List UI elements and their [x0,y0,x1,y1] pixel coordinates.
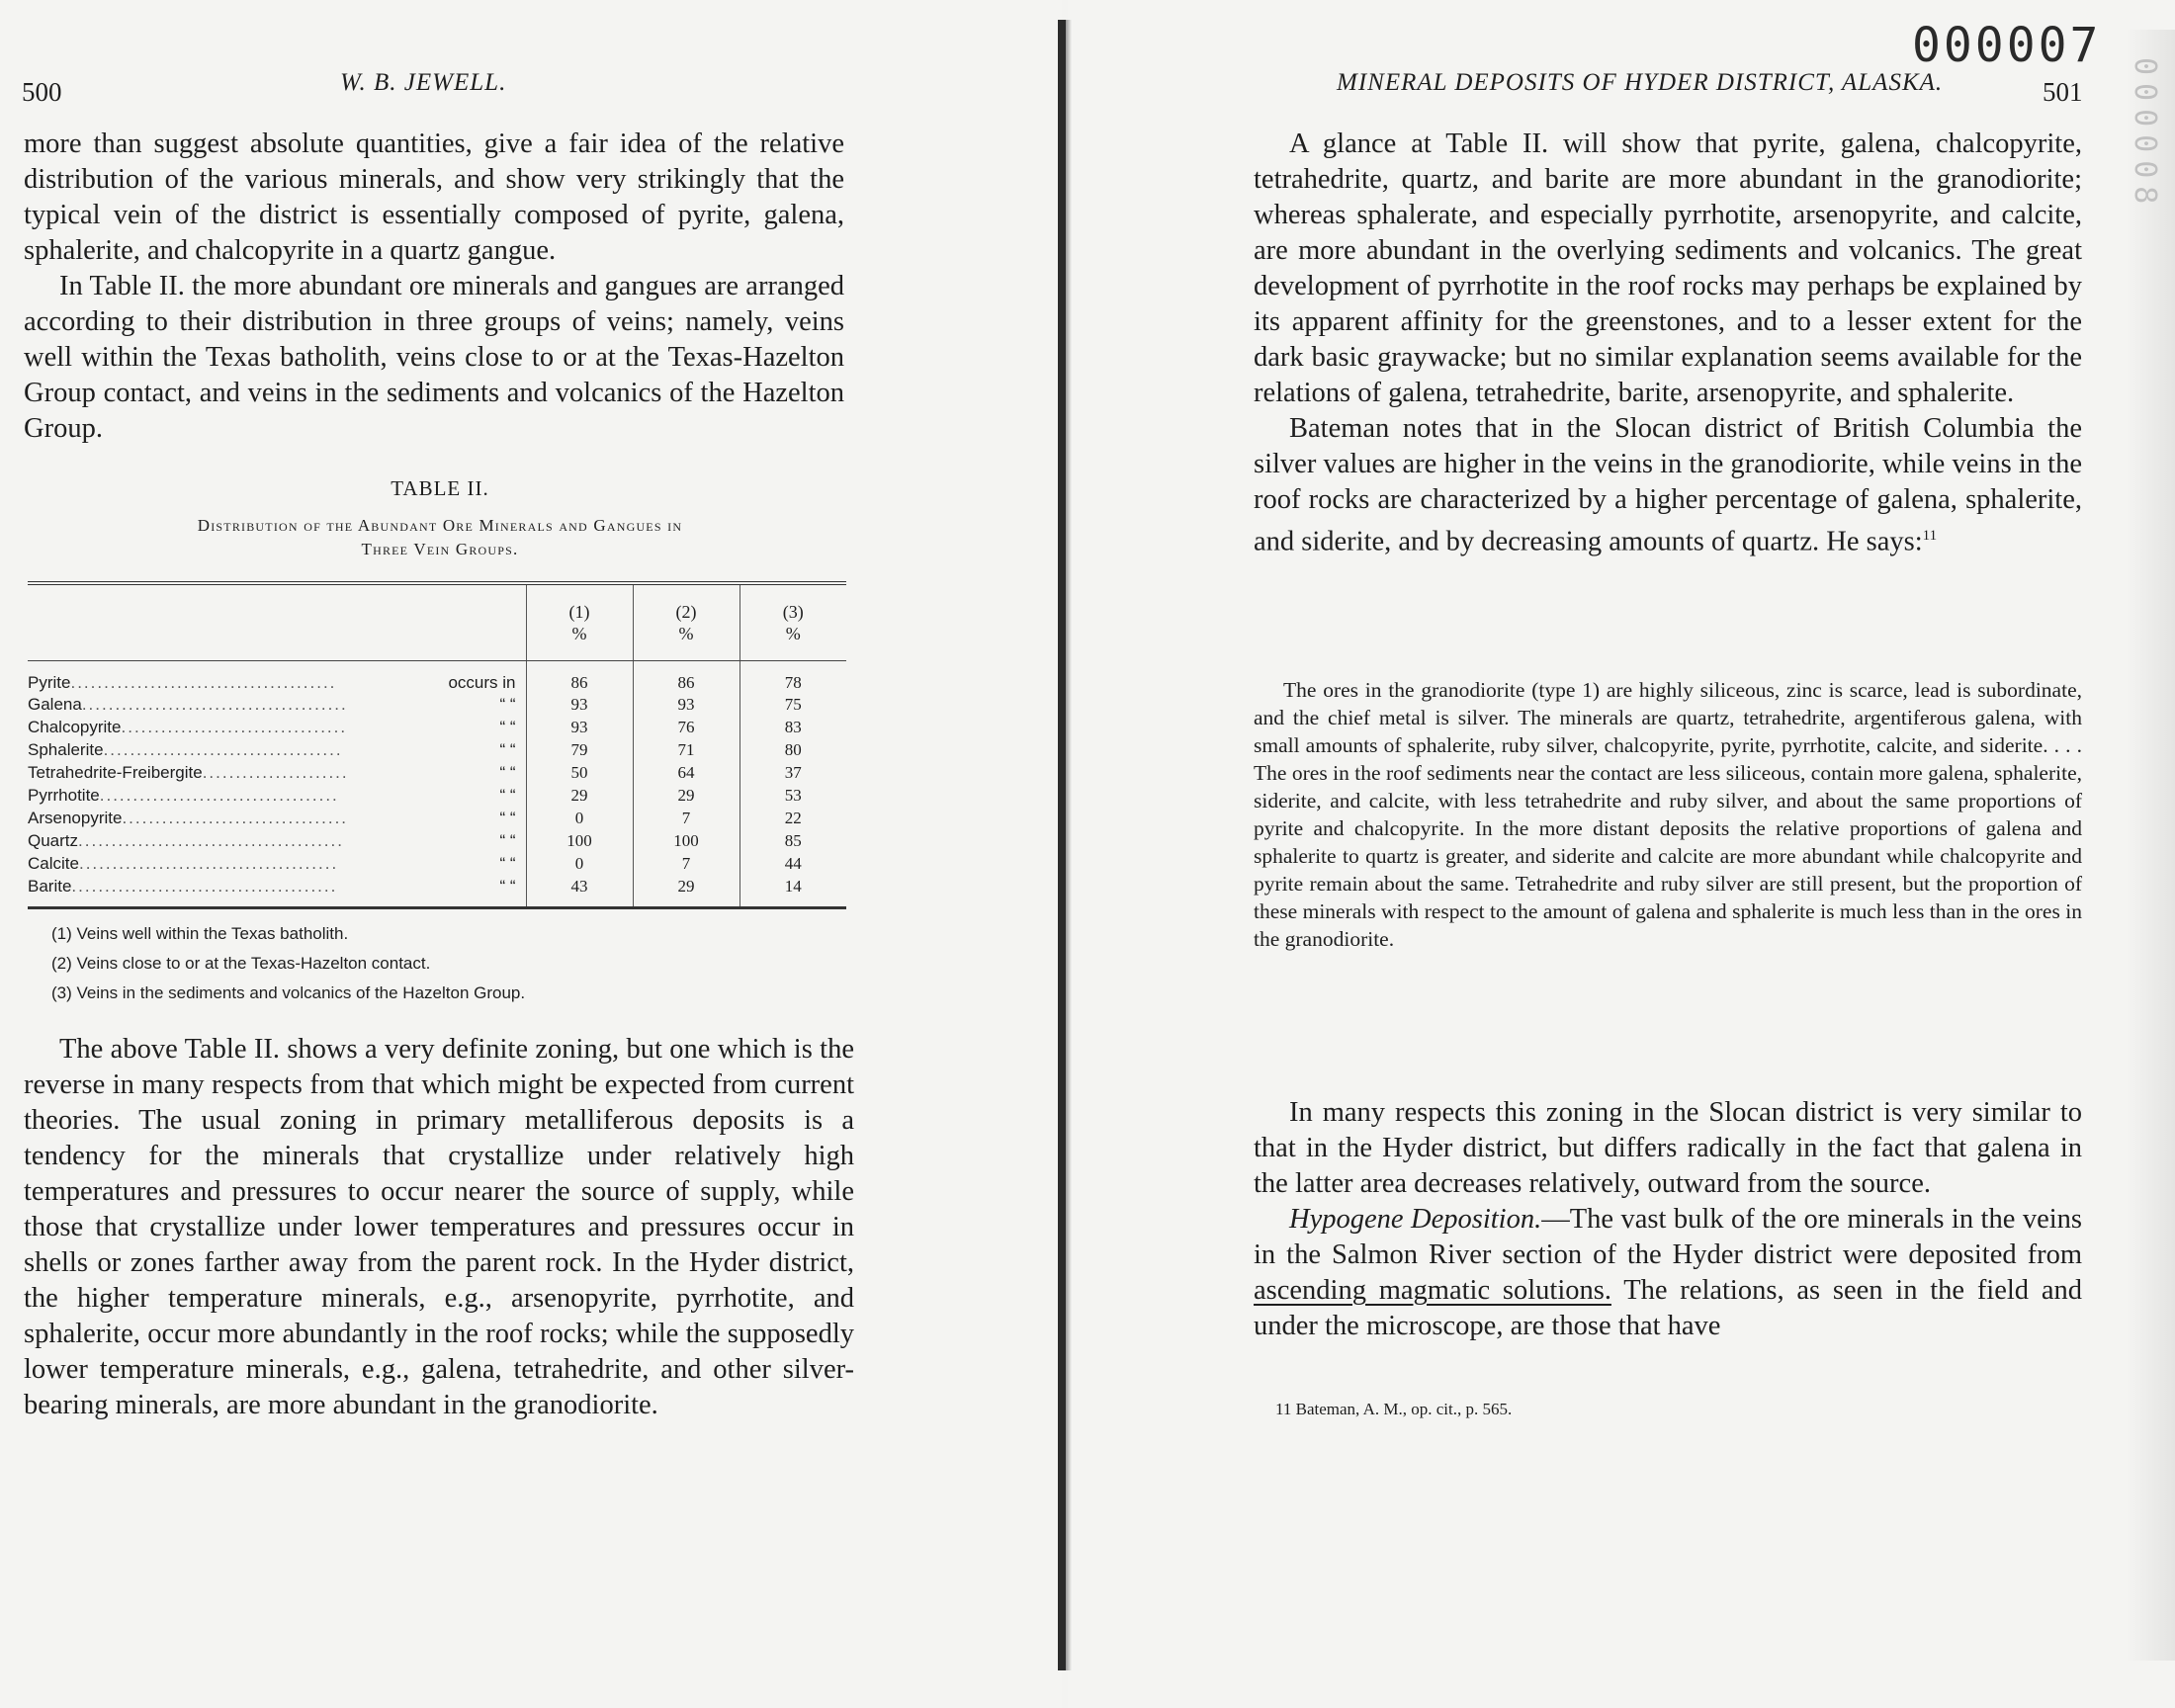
table-header-blank-2 [417,583,526,660]
page-edge [2126,30,2175,1661]
value-group-1: 0 [526,853,633,876]
table-caption [30,514,850,561]
value-group-2: 7 [633,808,740,830]
dot-leader: .................................... [99,786,339,805]
value-group-2: 29 [633,785,740,808]
value-group-2: 71 [633,739,740,762]
table-header-row [28,583,846,660]
table-row [28,739,846,762]
occurs-in-label: “ “ [499,695,516,714]
occurs-in-label: “ “ [499,831,516,850]
footnote-ref: 11 [1922,528,1938,544]
value-group-3: 78 [740,660,846,694]
value-group-3: 53 [740,785,846,808]
column-header-2: (2) % [633,583,740,660]
value-group-1: 43 [526,876,633,908]
value-group-1: 29 [526,785,633,808]
column-header-3: (3) % [740,583,846,660]
page-number-left: 500 [22,77,62,107]
table-body [28,660,846,907]
value-group-2: 100 [633,830,740,853]
occurs-in-label: “ “ [499,809,516,827]
value-group-1: 86 [526,660,633,694]
page-stamp: 000007 [1912,18,2102,73]
mineral-name: Pyrite........................................ [28,672,337,692]
occurs-in-label: “ “ [499,763,516,782]
table-row [28,808,846,830]
footnote: 11 Bateman, A. M., op. cit., p. 565. [1275,1400,1513,1418]
dot-leader: .................................. [121,718,348,736]
paragraph-glance: A glance at Table II. will show that pyrite, galena, chalcopyrite, tetrahedrite, quartz, and barite are more abundant in the granodiorite; whereas sphalerate, and especially pyrrhotite, arsenopyrite, and calcite, are more abundant in the overlying sediments and volcanics. The great development of pyrrhotite in the roof rocks may perhaps be explained by its apparent affinity for the greenstones, and to a lesser extent for the dark basic graywacke; but no similar explanation seems available for the relations of galena, tetrahedrite, barite, arsenopyrite, and sphalerite. [1254,128,2082,408]
mineral-name: Calcite....................................... [28,854,339,873]
dot-leader: ........................................ [78,831,344,850]
paragraph-hypogene: Hypogene Deposition.—The vast bulk of the ore minerals in the veins in the Salmon River section of the Hyder district were deposited from ascending magmatic solutions. The relations, as seen in the field and under the microscope, are those that have [1254,1204,2082,1341]
running-head-right: MINERAL DEPOSITS OF HYDER DISTRICT, ALASKA. [1337,69,1944,96]
page-number-right: 501 [2043,77,2083,107]
value-group-3: 22 [740,808,846,830]
occurs-in-label: “ “ [499,854,516,873]
right-body-bottom [1254,1095,2082,1344]
value-group-3: 14 [740,876,846,908]
paragraph-zoning: The above Table II. shows a very definite zoning, but one which is the reverse in many respects from that which might be expected from current theories. The usual zoning in primary metalliferous deposits is a tendency for the minerals that crystallize under relatively high temperatures and pressures to occur nearer the source of supply, while those that crystallize under lower temperatures and pressures occur in shells or zones farther away from the parent rock. In the Hyder district, the higher temperature minerals, e.g., arsenopyrite, pyrrhotite, and sphalerite, occur more abundantly in the roof rocks; while the supposedly lower temperature minerals, e.g., galena, tetrahedrite, and other silver-bearing minerals, are more abundant in the granodiorite. [24,1034,854,1420]
table-caption-line-1: Distribution of the Abundant Ore Minerals and Gangues in [197,516,683,535]
table-row [28,694,846,717]
dot-leader: ...................... [202,763,349,782]
mineral-name: Pyrrhotite.................................... [28,786,339,805]
table-row [28,830,846,853]
value-group-1: 50 [526,762,633,785]
value-group-1: 0 [526,808,633,830]
occurs-in-label: occurs in [448,672,516,692]
table-row [28,717,846,739]
value-group-3: 44 [740,853,846,876]
right-body-top [1254,127,2082,560]
value-group-3: 85 [740,830,846,853]
table-note-2: (2) Veins close to or at the Texas-Hazelton contact. [51,954,431,973]
occurs-in-label: “ “ [499,718,516,736]
page-gutter [1058,20,1066,1670]
dot-leader: .................................. [122,809,349,827]
quote-text: The ores in the granodiorite (type 1) are highly siliceous, zinc is scarce, lead is subordinate, and the chief metal is silver. The minerals are quartz, tetrahedrite, argentiferous galena, with small amounts of sphalerite, ruby silver, chalcopyrite, pyrite, pyrrhotite, calcite, and siderite. . . . The ores in the roof sediments near the contact are less siliceous, contain more galena, sphalerite, siderite, and calcite, with less tetrahedrite and ruby silver, and about the same proportions of pyrite and chalcopyrite. In the more distant deposits the relative proportions of galena and sphalerite to quartz is greater, and siderite and calcite are more abundant while chalcopyrite and pyrite remain about the same. Tetrahedrite and ruby silver are still present, but the proportion of these minerals with respect to the amount of galena and sphalerite is much less than in the ores in the granodiorite. [1254,678,2082,951]
mineral-name: Quartz........................................ [28,831,344,850]
gutter-shadow [1066,20,1072,1670]
value-group-1: 93 [526,717,633,739]
table-row [28,762,846,785]
occurs-in-label: “ “ [499,740,516,759]
dot-leader: ........................................ [70,672,337,692]
value-group-2: 86 [633,660,740,694]
table-note-3: (3) Veins in the sediments and volcanics of the Hazelton Group. [51,983,526,1002]
value-group-3: 83 [740,717,846,739]
dot-leader: ........................................ [71,876,338,896]
occurs-in-label: “ “ [499,786,516,805]
mineral-name: Arsenopyrite.................................. [28,809,349,827]
paragraph-slocan: In many respects this zoning in the Slocan district is very similar to that in the Hyder district, but differs radically in the fact that galena in the latter area decreases relatively, outward from the source. [1254,1097,2082,1199]
mineral-name: Galena........................................ [28,695,348,714]
page-stamp-vertical: 000008 [2128,57,2162,213]
left-body-bottom [24,1032,854,1423]
value-group-2: 93 [633,694,740,717]
table-header-blank [28,583,417,660]
distribution-table [28,581,846,909]
value-group-2: 76 [633,717,740,739]
mineral-name: Chalcopyrite.................................. [28,718,348,736]
bateman-quote [1254,676,2082,953]
paragraph-bateman: Bateman notes that in the Slocan district of British Columbia the silver values are higher in the veins in the granodiorite, while veins in the roof rocks are characterized by a higher percentage of galena, sphalerite, and siderite, and by decreasing amounts of quartz. He says:$^{11}$ [1254,413,2082,557]
table-note-1: (1) Veins well within the Texas batholith. [51,924,349,943]
running-head-left: W. B. JEWELL. [340,69,507,96]
value-group-2: 64 [633,762,740,785]
table-row [28,785,846,808]
table-title: TABLE II. [391,476,489,500]
hypogene-heading: Hypogene Deposition. [1289,1204,1542,1235]
value-group-2: 7 [633,853,740,876]
left-body-top [24,127,844,447]
value-group-3: 80 [740,739,846,762]
dot-leader: ....................................... [78,854,339,873]
table-notes [51,919,525,1008]
table-row [28,660,846,694]
mineral-name: Sphalerite.................................... [28,740,343,759]
dot-leader: ........................................ [81,695,348,714]
table-row [28,876,846,908]
paragraph-table-intro: In Table II. the more abundant ore minerals and gangues are arranged according to their distribution in three groups of veins; namely, veins well within the Texas batholith, veins close to or at the Texas-Hazelton Group contact, and veins in the sediments and volcanics of the Hazelton Group. [24,271,844,444]
value-group-1: 79 [526,739,633,762]
value-group-3: 37 [740,762,846,785]
column-header-1: (1) % [526,583,633,660]
mineral-name: Barite........................................ [28,876,417,908]
value-group-2: 29 [633,876,740,908]
value-group-1: 100 [526,830,633,853]
value-group-1: 93 [526,694,633,717]
occurs-in-label: “ “ [417,876,526,908]
dot-leader: .................................... [103,740,343,759]
table-caption-line-2: Three Vein Groups. [361,540,519,558]
table-row [28,853,846,876]
underlined-phrase: ascending magmatic solutions. [1254,1275,1611,1306]
mineral-name: Tetrahedrite-Freibergite...................... [28,763,349,782]
value-group-3: 75 [740,694,846,717]
paragraph-intro: more than suggest absolute quantities, give a fair idea of the relative distribution of the various minerals, and show very strikingly that the typical vein of the district is essentially composed of pyrite, galena, sphalerite, and chalcopyrite in a quartz gangue. [24,128,844,266]
